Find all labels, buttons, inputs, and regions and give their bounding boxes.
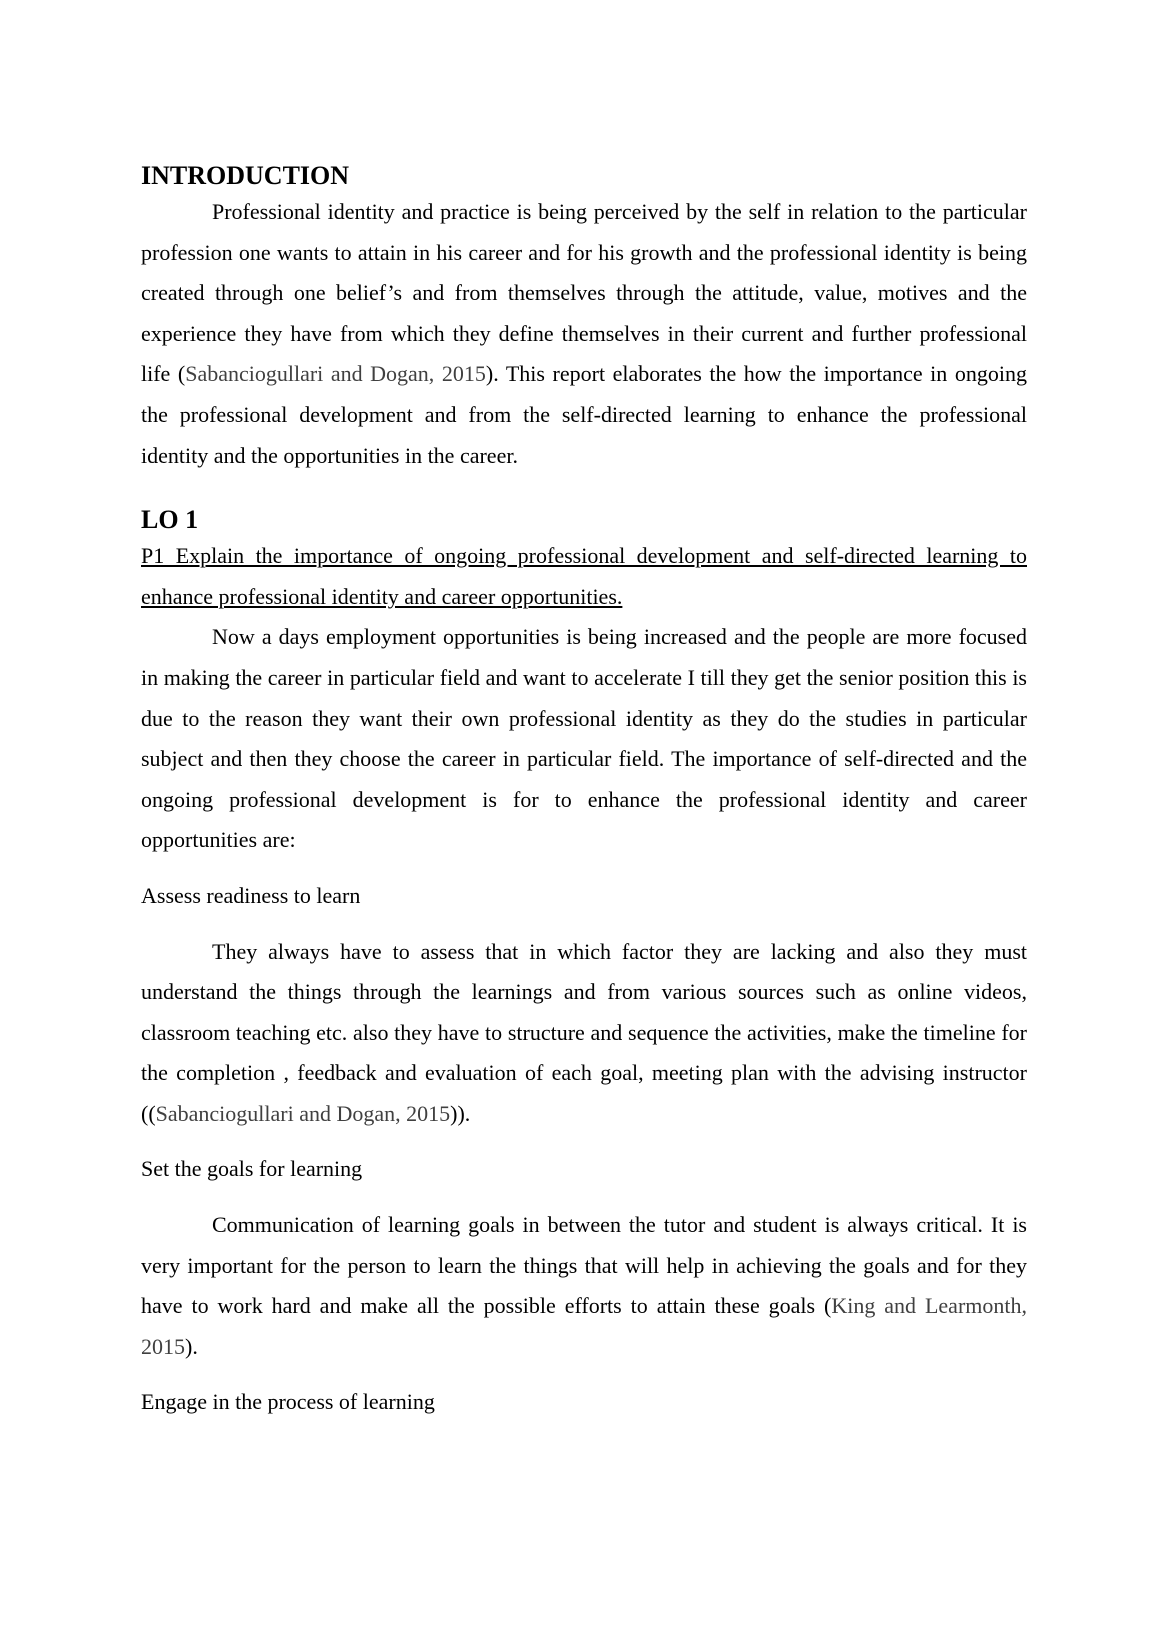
goals-heading: Set the goals for learning <box>141 1156 363 1182</box>
assess-paragraph <box>141 932 1027 1135</box>
introduction-paragraph <box>141 192 1027 476</box>
introduction-text: Professional identity and practice is being perceived by the self in relation to the particular profession one wants to attain in his career and for his growth and the professional identity is being created through one belief’s and from themselves through the attitude, value, motives and the experience they have from which they define themselves in their current and further professional life ( <box>141 199 1027 387</box>
assess-heading: Assess readiness to learn <box>141 882 361 908</box>
introduction-text-end: ). This report elaborates the how the importance in ongoing the professional development and from the self-directed learning to enhance the professional identity and the opportunities in the career. <box>141 361 1027 468</box>
goals-paragraph <box>141 1205 1027 1367</box>
document-page <box>141 160 1027 1423</box>
goals-text: Communication of learning goals in between the tutor and student is always critical. It is very important for the person to learn the things that will help in achieving the goals and for they have to work hard and make all the possible efforts to attain these goals ( <box>141 1212 1027 1319</box>
assess-text-end: )). <box>450 1100 471 1126</box>
lo1-subtitle: P1 Explain the importance of ongoing professional development and self-directed learning to enhance professional identity and career opportunities. <box>141 543 1027 609</box>
lo1-paragraph: Now a days employment opportunities is being increased and the people are more focused in making the career in particular field and want to accelerate I till they get the senior position this is due to the reason they want their own professional identity as they do the studies in particular subject and then they choose the career in particular field. The importance of self-directed and the ongoing professional development is for to enhance the professional identity and career opportunities are: <box>141 624 1027 853</box>
introduction-citation: Sabanciogullari and Dogan, 2015 <box>185 361 486 387</box>
introduction-heading: INTRODUCTION <box>141 161 350 190</box>
assess-text: They always have to assess that in which factor they are lacking and also they must understand the things through the learnings and from various sources such as online videos, classroom teaching etc. also they have to structure and sequence the activities, make the timeline for the completion , feedback and evaluation of each goal, meeting plan with the advising instructor (( <box>141 938 1027 1126</box>
lo1-heading: LO 1 <box>141 505 199 535</box>
goals-citation: King and Learmonth, 2015 <box>141 1293 1027 1359</box>
assess-citation: Sabanciogullari and Dogan, 2015 <box>155 1100 451 1126</box>
goals-text-end: ). <box>185 1333 198 1359</box>
engage-heading: Engage in the process of learning <box>141 1389 435 1415</box>
